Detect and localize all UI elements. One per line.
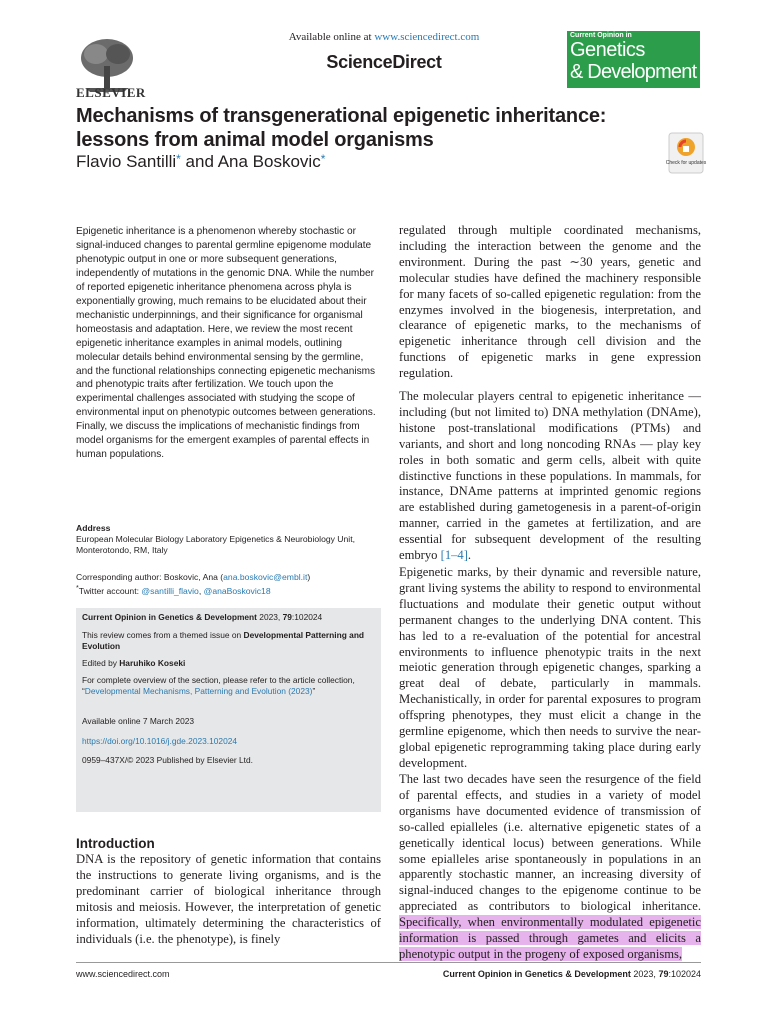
title-line-1: Mechanisms of transgenerational epigenetic inheritance:	[76, 105, 607, 127]
corresponding-prefix: Corresponding author: Boskovic, Ana (	[76, 572, 224, 582]
corresponding-suffix: )	[307, 572, 311, 582]
paragraph-2-end: .	[467, 548, 472, 563]
right-paragraph-2	[399, 389, 701, 564]
twitter-mark: *	[76, 584, 79, 592]
citation-volume: 79	[282, 612, 292, 622]
right-paragraph-3: Epigenetic marks, by their dynamic and reversible nature, grant living systems the ability to respond to environmental fluctuations and modulate their genetic output without permanent changes to the underlying DNA content. This has led to a re-evaluation of the potential for ancestral environments to influence phenotypic traits in the next meiotic generation through epigenetic changes, sparking a great deal of debate, particularly in mammals. Mechanistically, in order for parental exposures to program offspring phenotypes, they must elicit a change in the germline epigenome, which then needs to survive the near-global epigenetic reprogramming taking place during early development.	[399, 565, 701, 770]
citation-journal: Current Opinion in Genetics & Development	[82, 612, 257, 622]
available-prefix: Available online at	[288, 31, 375, 43]
platform-name: ScienceDirect	[326, 52, 442, 72]
address-block	[76, 523, 381, 556]
overview-text: For complete overview of the section, please refer to the article collection, “	[82, 675, 355, 696]
email-link[interactable]: ana.boskovic@embl.it	[223, 572, 308, 582]
publisher-name: ELSEVIER	[76, 85, 146, 100]
doi-link[interactable]: https://doi.org/10.1016/j.gde.2023.102024	[82, 736, 238, 746]
twitter-link-santilli[interactable]: @santilli_flavio	[141, 585, 199, 596]
author-mark: *	[176, 152, 181, 166]
citation-line	[82, 612, 374, 623]
author-and: and	[180, 152, 218, 171]
author-santilli[interactable]: Flavio Santilli	[76, 152, 177, 171]
twitter-separator: ,	[198, 585, 204, 596]
footer-journal: Current Opinion in Genetics & Development	[442, 969, 631, 979]
edited-by	[82, 658, 374, 669]
highlighted-text[interactable]: Specifically, when environmentally modulated epigenetic information is passed through gametes and elicits a phenotypic output in the progeny of exposed organisms,	[399, 915, 701, 961]
journal-logo-line3: & Development	[570, 61, 697, 83]
twitter-line	[76, 583, 381, 597]
journal-logo-line2: Genetics	[570, 39, 645, 61]
address-heading: Address	[76, 523, 111, 533]
overview-end: ”	[312, 686, 316, 696]
collection-link[interactable]: Developmental Mechanisms, Patterning and Evolution (2023)	[84, 686, 313, 696]
citation-number: :102024	[291, 612, 323, 622]
footer-citation	[443, 969, 701, 979]
check-for-updates-icon[interactable]	[665, 133, 707, 173]
copyright: 0959–437X/© 2023 Published by Elsevier Ltd.	[82, 755, 253, 765]
check-updates-label: Check for updates	[665, 160, 707, 166]
correspondence	[76, 572, 381, 597]
available-date: Available online 7 March 2023	[82, 716, 195, 726]
author-mark: *	[320, 152, 326, 166]
corresponding-author	[76, 572, 381, 583]
paragraph-4-text: The last two decades have seen the resurgence of the field of parental effects, and studies in a variety of model organisms have documented evidence of transmission of so-called epialleles (i.e. alternative epigenetic states of a genetically identical locus) between generations. While some epialleles arise spontaneously in populations in an apparently stochastic manner, an increasing diversity of signal-induced changes to the epigenome continue to be appreciated as contributors to biological inheritance.	[399, 772, 701, 914]
address-text: European Molecular Biology Laboratory Epigenetics & Neurobiology Unit, Monterotondo, RM, Italy	[76, 534, 355, 555]
article-info-box	[76, 608, 381, 812]
title-line-2: lessons from animal model organisms	[76, 129, 434, 151]
author-list	[76, 152, 325, 172]
footer-volume: 79	[658, 969, 669, 979]
collection-overview	[82, 675, 374, 697]
article-title	[76, 104, 676, 152]
edited-prefix: Edited by	[82, 658, 120, 668]
right-paragraph-1: regulated through multiple coordinated mechanisms, including the interaction between the genome and the environment. During the past ∼30 years, genetic and molecular studies have defined the machinery responsible for many facets of so-called epigenetic regulation: from the enzymes involved in the biogenesis, interpretation, and clearance of epigenetic marks, to the mechanisms of epigenetic inheritance through cell division and the functions of epigenetic marks in gene expression regulation.	[399, 223, 701, 381]
introduction-heading: Introduction	[76, 836, 155, 851]
citation-link[interactable]: [1–4]	[440, 548, 468, 563]
themed-issue	[82, 630, 374, 652]
sciencedirect-link[interactable]: www.sciencedirect.com	[374, 31, 480, 43]
journal-logo-line1: Current Opinion in	[570, 32, 632, 39]
twitter-link-boskovic[interactable]: @anaBoskovic18	[203, 585, 271, 596]
footer-year: 2023,	[630, 969, 659, 979]
author-boskovic[interactable]: Ana Boskovic	[217, 152, 321, 171]
citation-year: 2023,	[256, 612, 283, 622]
themed-prefix: This review comes from a themed issue on	[82, 630, 244, 640]
twitter-prefix: Twitter account:	[78, 585, 142, 596]
footer-number: :102024	[668, 969, 701, 979]
right-paragraph-4	[399, 772, 701, 963]
editor-name: Haruhiko Koseki	[119, 658, 186, 668]
footer-divider	[76, 962, 701, 963]
abstract: Epigenetic inheritance is a phenomenon whereby stochastic or signal-induced changes to parental germline epigenome modulate phenotypic output in one or more subsequent generations, independently of mutations in the genomic DNA. While the number of reported epigenetic inheritance phenomena across phyla is exponentially growing, much remains to be elucidated about their mechanistic underpinnings, and their significance for organismal homeostasis and adaptation. Here, we review the most recent epigenetic inheritance examples in animal models, outlining molecular details behind environmental sensing by the germline, and the functional relationships connecting epigenetic mechanisms and phenotypic traits after fertilization. We touch upon the experimental challenges associated with studying the scope of environmental input on phenotypic outcomes between generations. Finally, we discuss the implications of mechanistic findings from model organisms for the emergent examples of parental effects in human populations.	[76, 226, 376, 461]
introduction-paragraph: DNA is the repository of genetic information that contains the instructions to generate living organisms, and is the predominant carrier of biological inheritance through mitosis and meiosis. However, the interpretation of genetic information, ultimately determining the characteristics of individuals (i.e. the phenotype), is finely	[76, 852, 381, 946]
theme-name: Developmental Patterning and Evolution	[82, 630, 365, 651]
journal-logo	[567, 31, 700, 88]
footer-website[interactable]: www.sciencedirect.com	[76, 969, 170, 979]
paragraph-2-text: The molecular players central to epigenetic inheritance — including (but not limited to) DNA methylation (DNAme), histone post-translational modifications (PTMs) and variants, and short and long noncoding RNAs — play key roles in both somatic and germ cells, albeit with quite distinctive functions in these populations. In mammals, for instance, DNAme patterns at imprinted genomic regions are established during gametogenesis in a parent-of-origin manner, carried in the gametes at fertilization, and are essential for subsequent development of the resulting embryo	[399, 389, 701, 563]
